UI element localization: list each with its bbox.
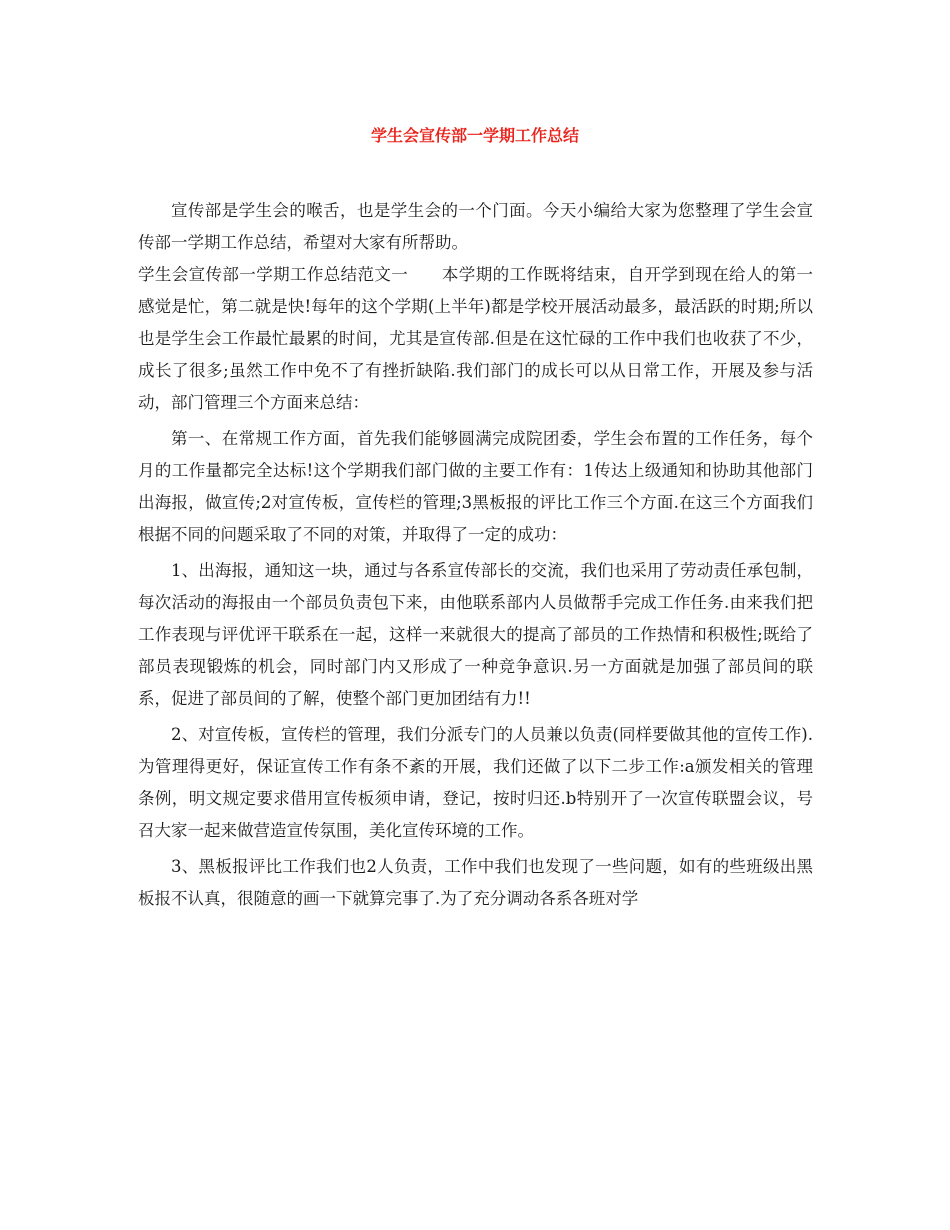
paragraph-blackboard: 3、黑板报评比工作我们也2人负责，工作中我们也发现了一些问题，如有的些班级出黑板报不认真，很随意的画一下就算完事了.为了充分调动各系各班对学 [138, 857, 813, 908]
paragraph-sample-one: 学生会宣传部一学期工作总结范文一 本学期的工作既将结束，自开学到现在给人的第一感觉是忙，第二就是快!每年的这个学期(上半年)都是学校开展活动最多，最活跃的时期;所以也是学生会工作最忙最累的时间，尤其是宣传部.但是在这忙碌的工作中我们也收获了不少，成长了很多;虽然工作中免不了有挫折缺陷.我们部门的成长可以从日常工作，开展及参与活动，部门管理三个方面来总结： [138, 265, 813, 412]
document-body [138, 195, 813, 915]
document-title: 学生会宣传部一学期工作总结 [370, 126, 579, 145]
paragraph-routine-work: 第一、在常规工作方面，首先我们能够圆满完成院团委，学生会布置的工作任务，每个月的工作量都完全达标!这个学期我们部门做的主要工作有：1传达上级通知和协助其他部门出海报，做宣传;2对宣传板，宣传栏的管理;3黑板报的评比工作三个方面.在这三个方面我们根据不同的问题采取了不同的对策，并取得了一定的成功： [138, 429, 813, 544]
paragraph-posters: 1、出海报，通知这一块，通过与各系宣传部长的交流，我们也采用了劳动责任承包制，每次活动的海报由一个部员负责包下来，由他联系部内人员做帮手完成工作任务.由来我们把工作表现与评优评干联系在一起，这样一来就很大的提高了部员的工作热情和积极性;既给了部员表现锻炼的机会，同时部门内又形成了一种竞争意识.另一方面就是加强了部员间的联系，促进了部员间的了解，使整个部门更加团结有力!! [138, 561, 813, 708]
paragraph-intro: 宣传部是学生会的喉舌，也是学生会的一个门面。今天小编给大家为您整理了学生会宣传部一学期工作总结，希望对大家有所帮助。 [138, 201, 813, 252]
paragraph-boards: 2、对宣传板，宣传栏的管理，我们分派专门的人员兼以负责(同样要做其他的宣传工作).为管理得更好，保证宣传工作有条不紊的开展，我们还做了以下二步工作:a颁发相关的管理条例，明文规定要求借用宣传板须申请，登记，按时归还.b特别开了一次宣传联盟会议，号召大家一起来做营造宣传氛围，美化宣传环境的工作。 [138, 725, 813, 840]
